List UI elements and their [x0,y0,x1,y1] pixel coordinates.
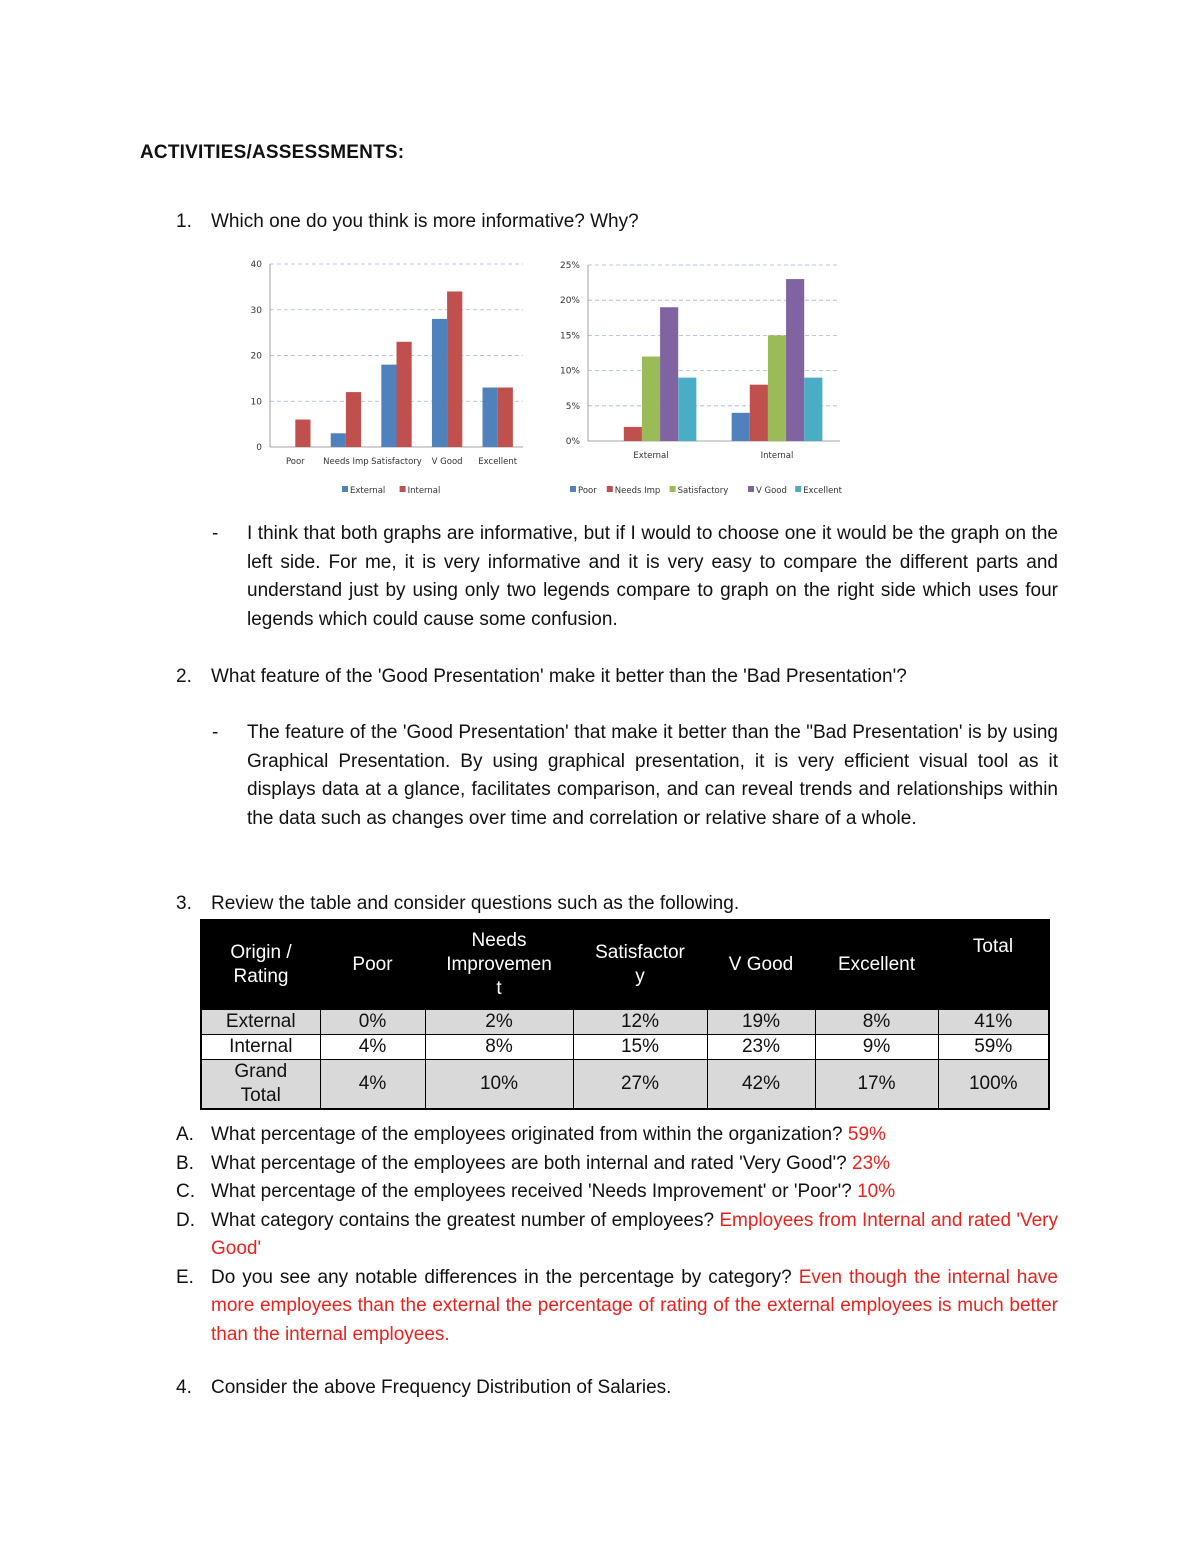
header-satisfactory: Satisfactor y [573,920,707,1010]
list-item [176,1178,1058,1207]
x-tick-label: External [633,451,669,461]
question-text: Which one do you think is more informative? Why? [211,211,639,232]
item-question: What percentage of the employees are both internal and rated 'Very Good'? [211,1152,847,1174]
header-poor: Poor [320,920,425,1010]
table-row [201,1035,1049,1060]
item-letter: D. [176,1209,195,1231]
answer-text: The feature of the 'Good Presentation' that make it better than the "Bad Presentation' is by using Graphical Presentation. By using graphical presentation, it is very efficient visual tool as it displays data at a glance, facilitates comparison, and can reveal trends and relationships within the data such as changes over time and correlation or relative share of a whole. [247,722,1058,829]
header-needs-improvement: Needs Improvemen t [425,920,573,1010]
bullet-dash: - [212,722,219,743]
question-number: 4. [176,1377,192,1398]
table-cell: External [201,1010,320,1035]
table-cell: 10% [425,1060,573,1110]
legend-swatch [342,486,348,492]
x-tick-label: Satisfactory [371,457,422,467]
y-tick-label: 0% [565,437,580,447]
list-item [176,1264,1058,1350]
table-cell: 12% [573,1010,707,1035]
bar [750,385,768,441]
x-tick-label: V Good [431,457,463,467]
bar [804,378,822,441]
item-question: What percentage of the employees received 'Needs Improvement' or 'Poor'? [211,1181,852,1202]
table-cell: 42% [707,1060,815,1110]
table-cell: 4% [320,1035,425,1060]
item-question: Do you see any notable differences in the percentage by category? [211,1266,792,1288]
y-tick-label: 10% [559,366,580,377]
bar [660,307,678,441]
y-tick-label: 20 [250,351,262,362]
bar-chart-left [240,252,530,502]
rating-table [200,919,1050,1110]
bar [447,291,462,447]
legend-label: Satisfactory [677,486,729,496]
answer-2 [212,719,1058,833]
table-header-row [201,920,1049,1010]
question-number: 1. [176,211,192,232]
charts-figure [240,252,850,502]
answer-text: I think that both graphs are informative, but if I would to choose one it would be the graph on the left side. For me, it is very informative and it is very easy to compare the different parts and understand just by using only two legends compare to graph on the right side which uses four legends which could cause some confusion. [247,523,1058,630]
question-text: What feature of the 'Good Presentation' make it better than the 'Bad Presentation'? [211,666,907,687]
y-tick-label: 25% [559,261,580,271]
y-tick-label: 20% [559,296,580,307]
table-row [201,1010,1049,1035]
sub-questions [176,1121,1058,1349]
legend-swatch [795,486,801,492]
item-letter: E. [176,1266,194,1288]
legend-label: Internal [407,486,441,496]
x-tick-label: Excellent [478,457,518,467]
table-cell: 41% [938,1010,1049,1035]
question-text: Consider the above Frequency Distribution of Salaries. [211,1377,672,1398]
header-excellent: Excellent [815,920,938,1010]
table-cell: 4% [320,1060,425,1110]
x-tick-label: Poor [285,457,305,467]
y-tick-label: 15% [559,331,580,342]
bar [381,365,396,447]
table-cell: 23% [707,1035,815,1060]
table-cell: 59% [938,1035,1049,1060]
item-answer: Even though the internal have more employees than the external the percentage of rating of the external employees is much better than the internal employees. [211,1266,1058,1345]
header-total: Total [938,920,1049,1010]
item-answer: 23% [852,1152,891,1174]
bar [397,342,412,447]
bullet-dash: - [212,523,219,544]
legend-swatch [607,486,613,492]
table-cell: 8% [425,1035,573,1060]
table-cell: 19% [707,1010,815,1035]
header-origin: Origin / Rating [201,920,320,1010]
table-cell: 17% [815,1060,938,1110]
table-cell: 8% [815,1010,938,1035]
y-tick-label: 30 [250,305,262,316]
item-answer: 10% [857,1181,896,1202]
question-text: Review the table and consider questions such as the following. [211,893,740,914]
list-item [176,1207,1058,1264]
list-item [176,1150,1058,1179]
item-question: What percentage of the employees originated from within the organization? [211,1124,843,1145]
bar [483,388,498,447]
bar-chart-right [540,252,850,502]
x-tick-label: Needs Imp [323,457,369,467]
table-cell: 15% [573,1035,707,1060]
bar [346,392,361,447]
bar [642,357,660,441]
table-cell: 2% [425,1010,573,1035]
table-row [201,1060,1049,1110]
legend-label: External [350,486,386,496]
item-letter: C. [176,1181,195,1202]
legend-label: Poor [578,486,597,496]
x-tick-label: Internal [760,451,794,461]
legend-label: Needs Imp [614,486,661,496]
item-letter: B. [176,1152,194,1174]
table-cell: 100% [938,1060,1049,1110]
legend-swatch [748,486,754,492]
legend-label: V Good [756,486,787,496]
page-heading: ACTIVITIES/ASSESSMENTS: [140,142,405,163]
question-number: 2. [176,666,192,687]
y-tick-label: 5% [565,401,580,412]
bar [432,319,447,447]
bar [498,388,513,447]
legend-swatch [400,486,406,492]
list-item [176,1121,1058,1150]
item-letter: A. [176,1124,194,1145]
bar [786,279,804,441]
table-cell: Internal [201,1035,320,1060]
legend-swatch [570,486,576,492]
y-tick-label: 0 [256,443,262,453]
bar [331,433,346,447]
answer-1 [212,520,1058,634]
bar [624,427,642,441]
table-cell: Grand Total [201,1060,320,1110]
bar [732,413,750,441]
item-answer: 59% [847,1124,886,1145]
legend-label: Excellent [803,486,843,496]
header-v-good: V Good [707,920,815,1010]
table-cell: 27% [573,1060,707,1110]
y-tick-label: 40 [250,260,262,270]
bar [768,335,786,441]
table-cell: 9% [815,1035,938,1060]
y-tick-label: 10 [250,397,262,408]
table-cell: 0% [320,1010,425,1035]
bar [295,420,310,447]
item-question: What category contains the greatest number of employees? [211,1209,715,1231]
question-number: 3. [176,893,192,914]
bar [678,378,696,441]
legend-swatch [670,486,676,492]
item-answer: Employees from Internal and rated 'Very Good' [211,1209,1058,1259]
